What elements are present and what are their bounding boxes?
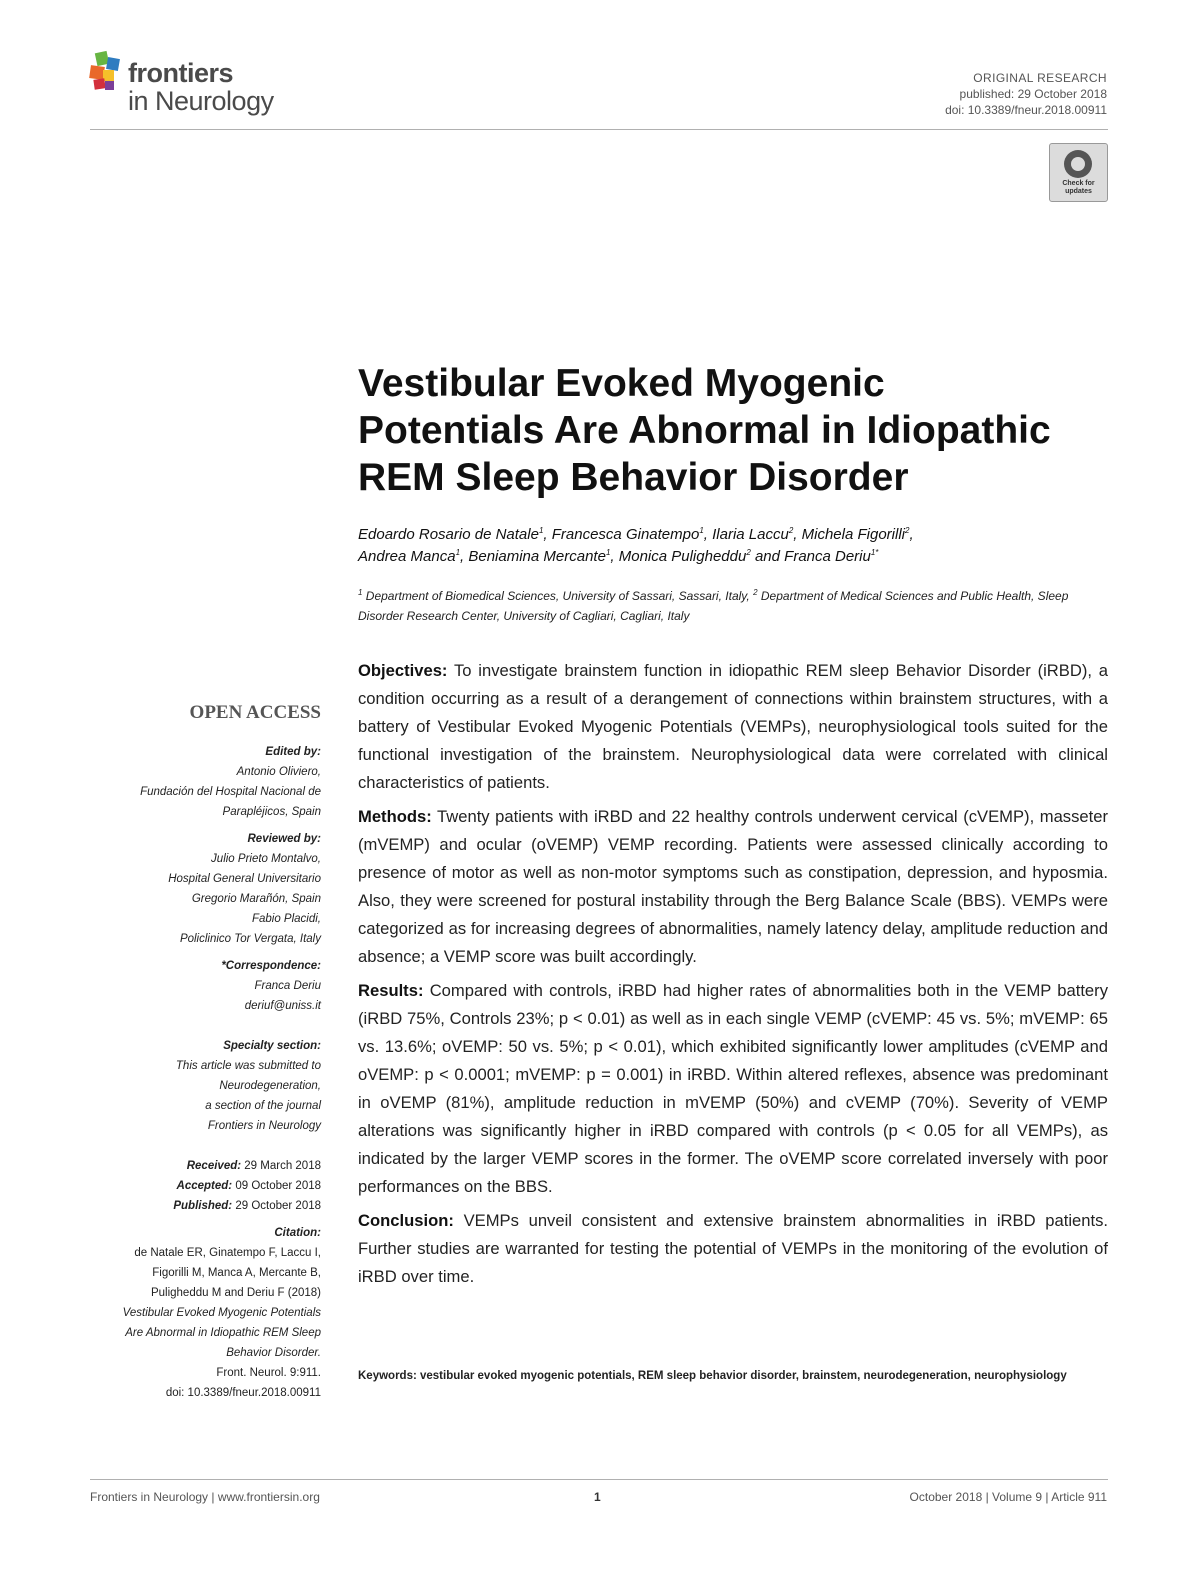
footer-rule [90, 1479, 1108, 1480]
specialty-line: Neurodegeneration, [219, 1080, 321, 1092]
abstract-objectives: Objectives: To investigate brainstem function in idiopathic REM sleep Behavior Disorder (iRBD), a condition occurring as a result of a derangement of connections within brainstem structures, with a battery of Vestibular Evoked Myogenic Potentials (VEMPs), neurophysiological tools suited for the functional investigation of the brainstem. Neurophysiological data were correlated with clinical characteristics of patients. [358, 661, 1109, 792]
abstract [358, 657, 1108, 1297]
methods-label: Methods: [358, 807, 432, 826]
editor-name: Antonio Oliviero, [236, 766, 321, 778]
published-date-sidebar: Published: 29 October 2018 [173, 1200, 321, 1212]
reviewer-affiliation: Policlinico Tor Vergata, Italy [179, 933, 321, 945]
specialty-line: This article was submitted to [175, 1060, 321, 1072]
affiliation-1: Department of Biomedical Sciences, University of Sassari, Sassari, Italy, [365, 589, 750, 603]
article-sidebar [81, 700, 321, 1403]
title-line-3: REM Sleep Behavior Disorder [358, 456, 909, 499]
specialty-section-label: Specialty section: [223, 1040, 321, 1052]
logo-subtitle: in Neurology [128, 86, 274, 116]
author[interactable]: Michela Figorilli [801, 526, 905, 543]
reviewed-by-label: Reviewed by: [247, 833, 321, 845]
citation-line: Puligheddu M and Deriu F (2018) [150, 1287, 321, 1299]
citation-doi[interactable]: doi: 10.3389/fneur.2018.00911 [165, 1387, 321, 1399]
keywords-text: vestibular evoked myogenic potentials, REM sleep behavior disorder, brainstem, neurodegeneration, neurophysiology [420, 1370, 1067, 1382]
crossmark-icon [1064, 150, 1092, 178]
edited-by-label: Edited by: [265, 746, 321, 758]
check-for-updates-label: Check for updates [1062, 180, 1095, 195]
specialty-line: Frontiers in Neurology [207, 1120, 321, 1132]
citation-line: Vestibular Evoked Myogenic Potentials [122, 1307, 321, 1319]
title-line-2: Potentials Are Abnormal in Idiopathic [358, 409, 1051, 452]
title-line-1: Vestibular Evoked Myogenic [358, 362, 885, 405]
conclusion-label: Conclusion: [358, 1211, 454, 1230]
editor-affiliation: Parapléjicos, Spain [222, 806, 321, 818]
results-label: Results: [358, 981, 424, 1000]
keywords [358, 1366, 1108, 1387]
header-rule [90, 129, 1108, 130]
article-title [358, 360, 1118, 501]
logo-block-purple [105, 81, 114, 90]
logo-block-yellow [103, 70, 114, 81]
page-number: 1 [594, 1490, 601, 1504]
objectives-label: Objectives: [358, 661, 448, 680]
check-for-updates-button[interactable] [1049, 143, 1108, 202]
keywords-label: Keywords: [358, 1370, 417, 1382]
citation-label: Citation: [274, 1227, 321, 1239]
article-meta-header [945, 70, 1107, 118]
specialty-line: a section of the journal [205, 1100, 321, 1112]
correspondence-email[interactable]: deriuf@uniss.it [244, 1000, 321, 1012]
author[interactable]: Andrea Manca [358, 548, 456, 565]
correspondence-name: Franca Deriu [254, 980, 321, 992]
citation-line: Behavior Disorder. [226, 1347, 321, 1359]
author[interactable]: Francesca Ginatempo [551, 526, 700, 543]
article-type: ORIGINAL RESEARCH [973, 71, 1107, 85]
abstract-conclusion: Conclusion: VEMPs unveil consistent and extensive brainstem abnormalities in iRBD patients. Further studies are warranted for testing the potential of VEMPs in the monitoring of the evolution of iRBD over time. [358, 1211, 1108, 1286]
author[interactable]: Edoardo Rosario de Natale [358, 526, 539, 543]
affiliations: $^1$ Department of Biomedical Sciences, University of Sassari, Sassari, Italy, $^2$ Department of Medical Sciences and Public Health, Sleep Disorder Research Center, University of Cagliari, Cagliari, Italy [358, 588, 1069, 623]
reviewer-affiliation: Hospital General Universitario [168, 873, 321, 885]
author[interactable]: Monica Puligheddu [618, 548, 747, 565]
received-date: Received: 29 March 2018 [186, 1160, 321, 1172]
accepted-date: Accepted: 09 October 2018 [176, 1180, 321, 1192]
logo-block-blue [106, 57, 120, 71]
correspondence-label: *Correspondence: [221, 960, 321, 972]
header-doi[interactable]: doi: 10.3389/fneur.2018.00911 [945, 103, 1107, 117]
abstract-methods: Methods: Twenty patients with iRBD and 22 healthy controls underwent cervical (cVEMP), masseter (mVEMP) and ocular (oVEMP) VEMP recording. Patients were assessed clinically according to presence of motor as well as non-motor symptoms such as constipation, depression, and hyposmia. Also, they were screened for postural instability through the Berg Balance Scale (BBS). VEMPs were categorized as for increasing degrees of abnormalities, namely latency delay, amplitude reduction and absence; a VEMP score was built accordingly. [358, 807, 1108, 966]
author[interactable]: Beniamina Mercante [468, 548, 606, 565]
open-access-label: OPEN ACCESS [189, 702, 321, 723]
author[interactable]: Ilaria Laccu [712, 526, 789, 543]
journal-logo [90, 50, 310, 130]
citation-line: Figorilli M, Manca A, Mercante B, [152, 1267, 321, 1279]
author-list: Edoardo Rosario de Natale$^1$, Francesca Ginatempo$^1$, Ilaria Laccu$^2$, Michela Figorilli$^2$, Andrea Manca$^1$, Beniamina Mercante$^1$, Monica Puligheddu$^2$ and Franca Deriu$^{1*}$ [358, 526, 914, 565]
logo-brand: frontiers [128, 58, 234, 88]
reviewer-name: Julio Prieto Montalvo, [211, 853, 321, 865]
reviewer-name: Fabio Placidi, [251, 913, 321, 925]
author[interactable]: Franca Deriu [784, 548, 871, 565]
logo-block-red [93, 78, 105, 89]
published-date: published: 29 October 2018 [959, 87, 1107, 101]
logo-mark [90, 50, 126, 96]
abstract-results: Results: Compared with controls, iRBD had higher rates of abnormalities both in the VEMP battery (iRBD 75%, Controls 23%; p < 0.01) as well as in each single VEMP (cVEMP: 45 vs. 5%; mVEMP: 65 vs. 13.6%; oVEMP: 50 vs. 5%; p < 0.01), which exhibited significantly lower amplitudes (cVEMP and oVEMP: p < 0.0001; mVEMP: p = 0.001) in iRBD. Within altered reflexes, absence was predominant in oVEMP (81%), amplitude reduction in mVEMP (50%) and cVEMP (70%). Severity of VEMP alterations was significantly higher in iRBD compared with controls (p < 0.05 for all VEMPs), as indicated by the larger VEMP scores in the former. The oVEMP score correlated inversely with poor performances on the BBS. [358, 981, 1108, 1196]
citation-line: Are Abnormal in Idiopathic REM Sleep [125, 1327, 321, 1339]
editor-affiliation: Fundación del Hospital Nacional de [140, 786, 321, 798]
footer-journal-link[interactable]: Frontiers in Neurology | www.frontiersin.org [90, 1490, 320, 1504]
affiliation-2: Department of Medical Sciences and Public Health, Sleep Disorder Research Center, University of Cagliari, Cagliari, Italy [358, 589, 1069, 623]
citation-line: de Natale ER, Ginatempo F, Laccu I, [134, 1247, 321, 1259]
reviewer-affiliation: Gregorio Marañón, Spain [191, 893, 321, 905]
footer-issue-info: October 2018 | Volume 9 | Article 911 [909, 1490, 1107, 1504]
citation-line: Front. Neurol. 9:911. [216, 1367, 321, 1379]
